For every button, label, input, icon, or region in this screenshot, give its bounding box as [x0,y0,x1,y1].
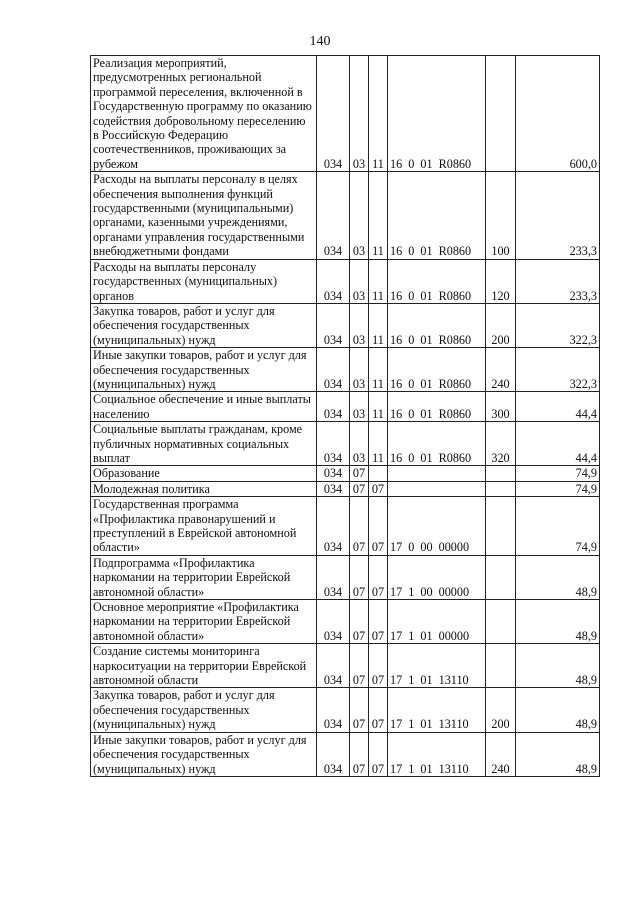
row-section-code: 03 [350,348,369,392]
row-section-code: 07 [350,688,369,732]
row-grbs-code: 034 [317,259,350,303]
table-row [91,732,600,776]
table-row [91,422,600,466]
row-target-article: 17 0 00 00000 [388,497,486,556]
row-expense-type: 240 [486,732,516,776]
row-target-article: 17 1 01 13110 [388,644,486,688]
row-grbs-code: 034 [317,555,350,599]
row-subsection-code: 07 [369,688,388,732]
row-amount: 600,0 [516,56,600,172]
row-subsection-code: 11 [369,392,388,422]
row-name: Иные закупки товаров, работ и услуг для обеспечения государственных (муниципальных) нужд [91,348,317,392]
row-subsection-code: 11 [369,348,388,392]
table-row [91,172,600,259]
row-amount: 233,3 [516,259,600,303]
row-target-article: 17 1 01 13110 [388,688,486,732]
row-expense-type [486,497,516,556]
row-grbs-code: 034 [317,422,350,466]
table-row [91,392,600,422]
row-section-code: 07 [350,555,369,599]
row-grbs-code: 034 [317,348,350,392]
row-subsection-code: 07 [369,497,388,556]
table-row [91,497,600,556]
row-target-article: 17 1 00 00000 [388,555,486,599]
row-target-article: 16 0 01 R0860 [388,56,486,172]
row-name: Создание системы мониторинга наркоситуации на территории Еврейской автономной области [91,644,317,688]
row-amount: 74,9 [516,481,600,496]
row-amount: 48,9 [516,644,600,688]
table-row [91,644,600,688]
row-target-article: 16 0 01 R0860 [388,392,486,422]
row-name: Расходы на выплаты персоналу в целях обеспечения выполнения функций государственными (муниципальными) органами, казенными учреждениями, органами управления государственными внебюджетными фондами [91,172,317,259]
row-subsection-code: 11 [369,422,388,466]
row-grbs-code: 034 [317,303,350,347]
row-amount: 48,9 [516,688,600,732]
row-grbs-code: 034 [317,56,350,172]
row-grbs-code: 034 [317,466,350,481]
row-expense-type [486,555,516,599]
row-name: Молодежная политика [91,481,317,496]
row-name: Социальные выплаты гражданам, кроме публичных нормативных социальных выплат [91,422,317,466]
row-section-code: 07 [350,644,369,688]
row-subsection-code: 07 [369,644,388,688]
row-subsection-code: 11 [369,303,388,347]
row-expense-type [486,481,516,496]
row-name: Реализация мероприятий, предусмотренных региональной программой переселения, включенной в Государственную программу по оказанию содействия добровольному переселению в Российскую Федерацию соотечественников, проживающих за рубежом [91,56,317,172]
table-row [91,259,600,303]
row-grbs-code: 034 [317,688,350,732]
row-target-article: 16 0 01 R0860 [388,422,486,466]
row-amount: 74,9 [516,466,600,481]
row-expense-type: 100 [486,172,516,259]
row-amount: 322,3 [516,348,600,392]
row-section-code: 07 [350,481,369,496]
row-amount: 44,4 [516,422,600,466]
row-amount: 48,9 [516,600,600,644]
row-target-article: 17 1 01 13110 [388,732,486,776]
row-name: Социальное обеспечение и иные выплаты населению [91,392,317,422]
row-expense-type: 120 [486,259,516,303]
row-subsection-code [369,466,388,481]
table-row [91,555,600,599]
row-expense-type: 320 [486,422,516,466]
row-section-code: 03 [350,303,369,347]
row-section-code: 03 [350,56,369,172]
row-grbs-code: 034 [317,600,350,644]
row-name: Образование [91,466,317,481]
row-section-code: 07 [350,600,369,644]
row-section-code: 03 [350,259,369,303]
row-subsection-code: 07 [369,555,388,599]
table-row [91,56,600,172]
row-amount: 44,4 [516,392,600,422]
row-expense-type [486,56,516,172]
row-target-article: 16 0 01 R0860 [388,172,486,259]
page-number: 140 [309,34,331,49]
row-subsection-code: 07 [369,600,388,644]
row-name: Иные закупки товаров, работ и услуг для обеспечения государственных (муниципальных) нужд [91,732,317,776]
row-amount: 233,3 [516,172,600,259]
row-target-article: 16 0 01 R0860 [388,348,486,392]
row-subsection-code: 11 [369,56,388,172]
row-name: Расходы на выплаты персоналу государственных (муниципальных) органов [91,259,317,303]
table-row [91,600,600,644]
table-row [91,688,600,732]
row-subsection-code: 11 [369,172,388,259]
row-amount: 48,9 [516,732,600,776]
row-amount: 322,3 [516,303,600,347]
row-section-code: 03 [350,172,369,259]
budget-table [90,55,600,777]
row-expense-type: 200 [486,303,516,347]
row-name: Подпрограмма «Профилактика наркомании на территории Еврейской автономной области» [91,555,317,599]
table-row [91,481,600,496]
row-grbs-code: 034 [317,392,350,422]
table-row [91,348,600,392]
row-grbs-code: 034 [317,497,350,556]
row-amount: 48,9 [516,555,600,599]
row-section-code: 07 [350,466,369,481]
row-section-code: 07 [350,497,369,556]
row-subsection-code: 07 [369,481,388,496]
row-subsection-code: 11 [369,259,388,303]
row-expense-type [486,644,516,688]
table-row [91,303,600,347]
row-section-code: 07 [350,732,369,776]
row-target-article: 16 0 01 R0860 [388,303,486,347]
row-target-article [388,466,486,481]
row-target-article: 16 0 01 R0860 [388,259,486,303]
row-name: Государственная программа «Профилактика правонарушений и преступлений в Еврейской автономной области» [91,497,317,556]
row-grbs-code: 034 [317,481,350,496]
row-expense-type: 300 [486,392,516,422]
row-expense-type: 200 [486,688,516,732]
row-name: Закупка товаров, работ и услуг для обеспечения государственных (муниципальных) нужд [91,303,317,347]
row-grbs-code: 034 [317,172,350,259]
row-amount: 74,9 [516,497,600,556]
row-target-article: 17 1 01 00000 [388,600,486,644]
row-expense-type [486,466,516,481]
row-grbs-code: 034 [317,644,350,688]
row-name: Основное мероприятие «Профилактика наркомании на территории Еврейской автономной области» [91,600,317,644]
row-subsection-code: 07 [369,732,388,776]
row-target-article [388,481,486,496]
row-name: Закупка товаров, работ и услуг для обеспечения государственных (муниципальных) нужд [91,688,317,732]
row-expense-type: 240 [486,348,516,392]
table-row [91,466,600,481]
row-section-code: 03 [350,392,369,422]
row-grbs-code: 034 [317,732,350,776]
row-section-code: 03 [350,422,369,466]
row-expense-type [486,600,516,644]
